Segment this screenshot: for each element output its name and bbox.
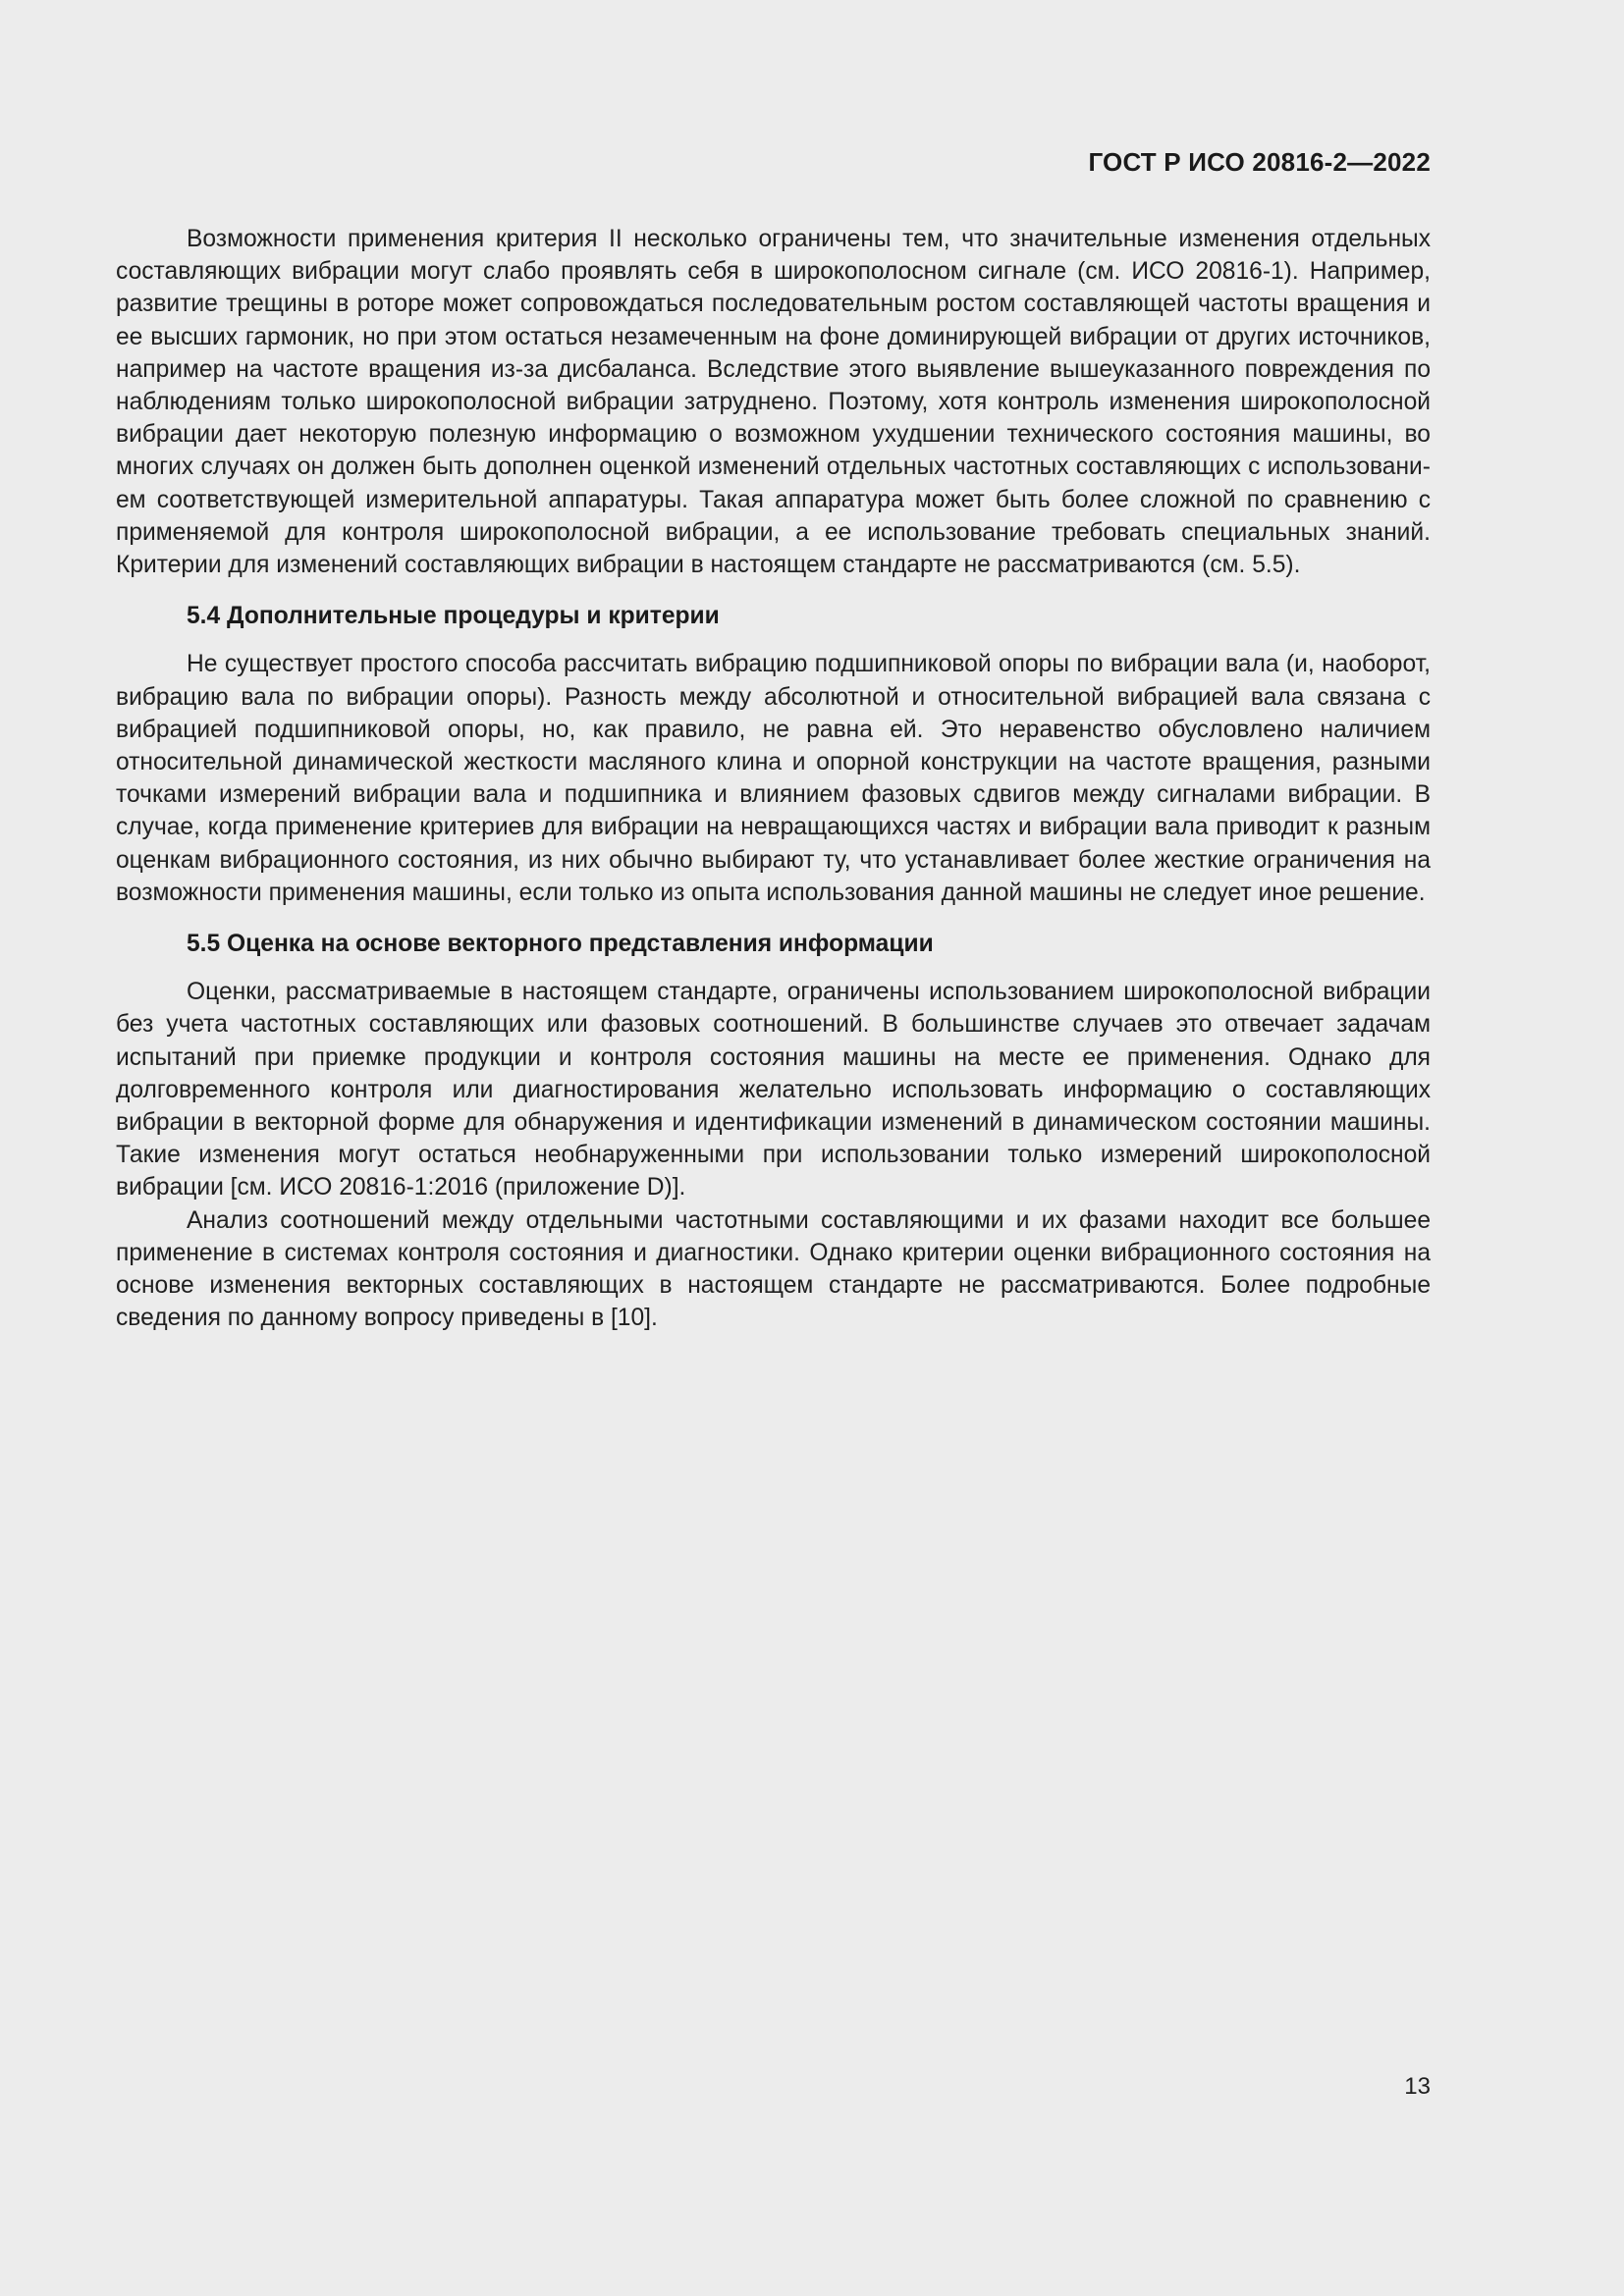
section-heading-5-4: 5.4 Дополнительные процедуры и критерии [187, 603, 720, 630]
paragraph: Не существует простого способа рассчитать вибрацию подшипниковой опоры по вибрации вала (и, наоборот, вибрацию вала по вибрации опоры). Разность между абсолютной и относительной вибрацией вала связана с вибрацией подшипниковой опоры, но, как правило, не равна ей. Это неравенство обусловлено наличием относительной динамической жесткости масляного клина и опорной конструкции на частоте вращения, разными точками измерений вибрации вала и подшипника и влиянием фазовых сдвигов между сигналами вибрации. В случае, когда применение критериев для вибрации на невращающихся частях и вибрации вала приводит к разным оценкам вибрационного состояния, из них обычно выбирают ту, что устанавливает более жесткие ограничения на возможности применения машины, если только из опыта использования данной машины не следует иное решение. [116, 651, 1431, 906]
paragraph: Возможности применения критерия II несколько ограничены тем, что значительные изменения отдельных составляющих вибрации могут слабо проявлять себя в широкополосном сигнале (см. ИСО 20816-1). Например, развитие трещины в роторе может сопровождаться последовательным ростом составляющей частоты вращения и ее высших гармоник, но при этом остаться незамеченным на фоне доминирующей вибрации от других источников, например на частоте вращения из-за дисбаланса. Вследствие этого выявление вышеуказанного повреждения по наблюдениям только широкополосной вибрации затруднено. Поэтому, хотя контроль изменения широкополосной вибрации дает некоторую полезную информацию о возможном ухудшении технического состояния машины, во многих случаях он должен быть дополнен оценкой изменений отдельных частотных составляющих с использованием соответствующей измерительной аппаратуры. Такая аппаратура может быть более сложной по сравнению с применяемой для контроля широкополосной вибрации, а ее использование требовать специальных знаний. Критерии для изменений составляющих вибрации в настоящем стандарте не рассматриваются (см. 5.5). [116, 226, 1431, 579]
section-heading-5-5: 5.5 Оценка на основе векторного представления информации [187, 931, 934, 958]
page-number: 13 [1404, 2073, 1431, 2100]
document-body [116, 223, 1431, 1335]
paragraph: Оценки, рассматриваемые в настоящем стандарте, ограничены использованием широкополосной вибрации без учета частотных составляющих или фазовых соотношений. В большинстве случаев это отвечает задачам испытаний при приемке продукции и контроля состояния машины на месте ее применения. Однако для долговременного контроля или диагностирования желательно использовать информацию о составляющих вибрации в векторной форме для обнаружения и идентификации изменений в динамическом состоянии машины. Такие изменения могут остаться необнаруженными при использовании только измерений широкополосной вибрации [см. ИСО 20816-1:2016 (приложение D)]. [116, 979, 1431, 1201]
paragraph: Анализ соотношений между отдельными частотными составляющими и их фазами находит все большее применение в системах контроля состояния и диагностики. Однако критерии оценки вибрационного состояния на основе изменения векторных составляющих в настоящем стандарте не рассматриваются. Более подробные сведения по данному вопросу приведены в [10]. [116, 1206, 1431, 1332]
document-header-id: ГОСТ Р ИСО 20816-2—2022 [1088, 147, 1431, 177]
